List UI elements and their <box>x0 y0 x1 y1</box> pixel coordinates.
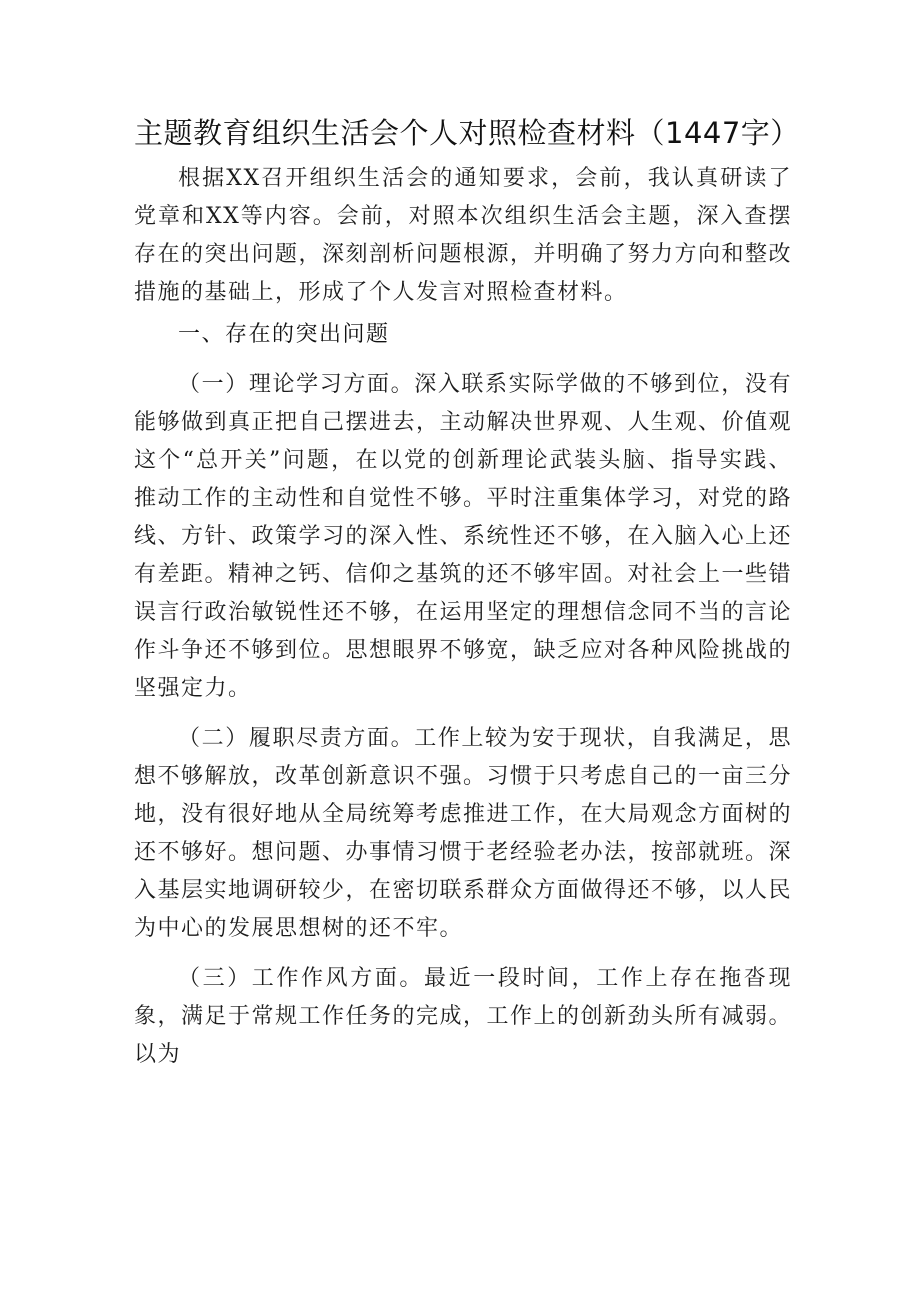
section-heading-problems: 一、存在的突出问题 <box>178 322 390 347</box>
intro-paragraph: 根据XX召开组织生活会的通知要求，会前，我认真研读了党章和XX等内容。会前，对照本次组织生活会主题，深入查摆存在的突出问题，深刻剖析问题根源，并明确了努力方向和整改措施的基础上，形成了个人发言对照检查材料。 <box>134 166 793 305</box>
document-body <box>134 112 800 1074</box>
document-title: 主题教育组织生活会个人对照检查材料（1447字） <box>134 116 800 150</box>
paragraph-duty-performance: （二）履职尽责方面。工作上较为安于现状，自我满足，思想不够解放，改革创新意识不强。习惯于只考虑自己的一亩三分地，没有很好地从全局统筹考虑推进工作，在大局观念方面树的还不够好。想问题、办事情习惯于老经验老办法，按部就班。深入基层实地调研较少，在密切联系群众方面做得还不够，以人民为中心的发展思想树的还不牢。 <box>134 726 793 941</box>
paragraph-work-style: （三）工作作风方面。最近一段时间，工作上存在拖沓现象，满足于常规工作任务的完成，工作上的创新劲头所有减弱。以为 <box>134 966 793 1067</box>
paragraph-theory-study: （一）理论学习方面。深入联系实际学做的不够到位，没有能够做到真正把自己摆进去，主动解决世界观、人生观、价值观这个“总开关”问题，在以党的创新理论武装头脑、指导实践、推动工作的主动性和自觉性不够。平时注重集体学习，对党的路线、方针、政策学习的深入性、系统性还不够，在入脑入心上还有差距。精神之钙、信仰之基筑的还不够牢固。对社会上一些错误言行政治敏锐性还不够，在运用坚定的理想信念同不当的言论作斗争还不够到位。思想眼界不够宽，缺乏应对各种风险挑战的坚强定力。 <box>134 372 793 701</box>
